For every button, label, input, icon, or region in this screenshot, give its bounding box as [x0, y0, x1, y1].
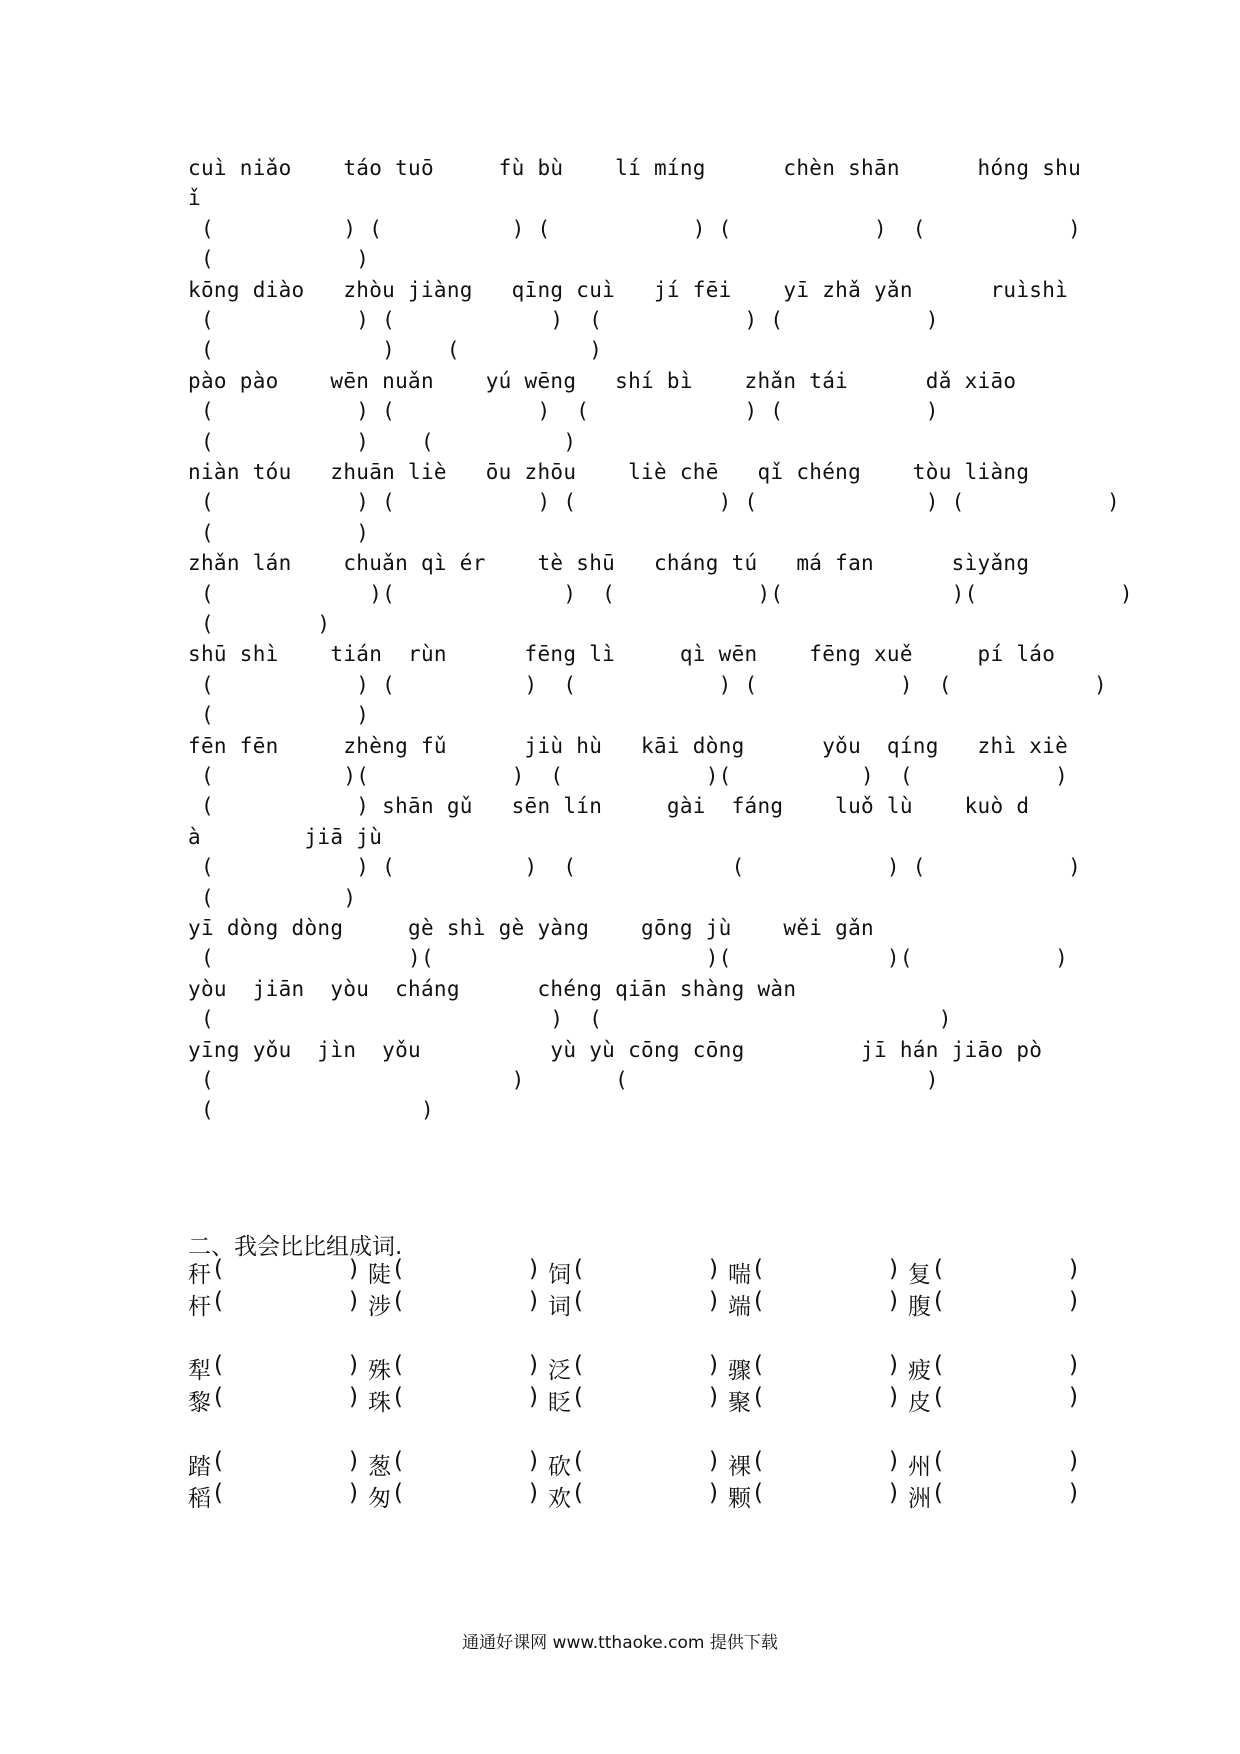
right-paren: )	[709, 1448, 718, 1474]
left-paren: (	[214, 1480, 223, 1506]
answer-blank-line[interactable]: ( ) shān gǔ sēn lín gài fáng luǒ lù kuò d	[188, 794, 1030, 819]
word-blank-cell[interactable]	[368, 1480, 538, 1512]
pinyin-line: yī dòng dòng gè shì gè yàng gōng jù wěi gǎn	[188, 916, 874, 940]
word-blank-cell[interactable]	[728, 1288, 898, 1320]
left-paren: (	[394, 1352, 403, 1378]
pinyin-line: cuì niǎo táo tuō fù bù lí míng chèn shān hóng shu	[188, 156, 1082, 180]
left-paren: (	[754, 1352, 763, 1378]
character: 砍	[548, 1454, 571, 1480]
right-paren: )	[529, 1448, 538, 1474]
left-paren: (	[394, 1448, 403, 1474]
left-paren: (	[934, 1288, 943, 1314]
character: 喘	[728, 1262, 751, 1288]
word-blank-cell[interactable]	[188, 1288, 358, 1320]
word-blank-cell[interactable]	[908, 1288, 1078, 1320]
left-paren: (	[754, 1256, 763, 1282]
left-paren: (	[934, 1256, 943, 1282]
left-paren: (	[754, 1384, 763, 1410]
answer-blank-line[interactable]: ( ) ( ) ( ) ( )	[188, 308, 939, 332]
answer-blank-line[interactable]: ( ) ( ) ( ) ( ) ( )	[188, 490, 1120, 515]
answer-blank-line[interactable]: ( ) ( )	[188, 1068, 939, 1092]
character: 秆	[188, 1262, 211, 1288]
character: 聚	[728, 1390, 751, 1416]
character: 骤	[728, 1358, 751, 1384]
left-paren: (	[574, 1288, 583, 1314]
word-blank-cell[interactable]	[188, 1352, 358, 1384]
word-blank-cell[interactable]	[728, 1256, 898, 1288]
section-heading: 二、我会比比组成词.	[188, 1234, 403, 1260]
word-blank-cell[interactable]	[548, 1480, 718, 1512]
character: 州	[908, 1454, 931, 1480]
right-paren: )	[889, 1256, 898, 1282]
answer-blank-line[interactable]: ( ) ( ) ( ) ( )	[188, 399, 939, 424]
answer-blank-line[interactable]: ( ) ( )	[188, 429, 577, 454]
character: 疲	[908, 1358, 931, 1384]
answer-blank-line[interactable]: ( ) ( ) ( ) ( ) ( )	[188, 216, 1082, 241]
right-paren: )	[709, 1352, 718, 1378]
character: 踏	[188, 1454, 211, 1480]
answer-blank-line[interactable]: ( )( ) ( )( )( )	[188, 581, 1133, 606]
word-blank-cell[interactable]	[368, 1256, 538, 1288]
right-paren: )	[349, 1288, 358, 1314]
right-paren: )	[349, 1384, 358, 1410]
right-paren: )	[1069, 1256, 1078, 1282]
right-paren: )	[1069, 1352, 1078, 1378]
word-blank-cell[interactable]	[728, 1448, 898, 1480]
word-blank-cell[interactable]	[368, 1352, 538, 1384]
right-paren: )	[1069, 1384, 1078, 1410]
right-paren: )	[889, 1352, 898, 1378]
answer-blank-line[interactable]: ( )( )( )( )	[188, 946, 1069, 971]
right-paren: )	[529, 1384, 538, 1410]
word-blank-cell[interactable]	[908, 1352, 1078, 1384]
left-paren: (	[754, 1288, 763, 1314]
left-paren: (	[214, 1352, 223, 1378]
answer-blank-line[interactable]: ( )	[188, 520, 370, 545]
character: 稻	[188, 1486, 211, 1512]
pinyin-line: yīng yǒu jìn yǒu yù yù cōng cōng jī hán jiāo pò	[188, 1037, 1043, 1062]
character: 杆	[188, 1294, 211, 1320]
pinyin-line: niàn tóu zhuān liè ōu zhōu liè chē qǐ chéng tòu liàng	[188, 460, 1030, 484]
left-paren: (	[394, 1480, 403, 1506]
word-blank-cell[interactable]	[728, 1352, 898, 1384]
word-blank-cell[interactable]	[548, 1288, 718, 1320]
character: 殊	[368, 1358, 391, 1384]
word-blank-cell[interactable]	[188, 1448, 358, 1480]
left-paren: (	[754, 1448, 763, 1474]
word-blank-cell[interactable]	[188, 1384, 358, 1416]
left-paren: (	[574, 1256, 583, 1282]
answer-blank-line[interactable]: ( )	[188, 247, 370, 272]
character: 腹	[908, 1294, 931, 1320]
right-paren: )	[889, 1448, 898, 1474]
answer-blank-line[interactable]: ( ) ( ) ( ( ) ( )	[188, 855, 1082, 880]
word-blank-cell[interactable]	[188, 1256, 358, 1288]
left-paren: (	[934, 1480, 943, 1506]
answer-blank-line[interactable]: ( )	[188, 1098, 434, 1123]
character: 洲	[908, 1486, 931, 1512]
right-paren: )	[709, 1480, 718, 1506]
right-paren: )	[889, 1480, 898, 1506]
answer-blank-line[interactable]: ( ) ( )	[188, 1007, 952, 1032]
word-blank-cell[interactable]	[188, 1480, 358, 1512]
left-paren: (	[574, 1448, 583, 1474]
right-paren: )	[529, 1256, 538, 1282]
left-paren: (	[394, 1256, 403, 1282]
character: 葱	[368, 1454, 391, 1480]
character: 犁	[188, 1358, 211, 1384]
character: 匆	[368, 1486, 391, 1512]
left-paren: (	[574, 1480, 583, 1506]
right-paren: )	[709, 1256, 718, 1282]
character: 涉	[368, 1294, 391, 1320]
right-paren: )	[529, 1288, 538, 1314]
character: 陡	[368, 1262, 391, 1288]
right-paren: )	[349, 1480, 358, 1506]
word-blank-cell[interactable]	[908, 1480, 1078, 1512]
character: 裸	[728, 1454, 751, 1480]
left-paren: (	[934, 1384, 943, 1410]
word-blank-cell[interactable]	[368, 1288, 538, 1320]
word-blank-cell[interactable]	[728, 1480, 898, 1512]
pinyin-line: ǐ	[188, 186, 201, 211]
word-blank-cell[interactable]	[908, 1448, 1078, 1480]
left-paren: (	[214, 1448, 223, 1474]
word-blank-cell[interactable]	[548, 1384, 718, 1416]
right-paren: )	[1069, 1288, 1078, 1314]
answer-blank-line[interactable]: ( )	[188, 885, 357, 910]
right-paren: )	[529, 1480, 538, 1506]
answer-blank-line[interactable]: ( )( ) ( )( ) ( )	[188, 764, 1069, 788]
word-blank-cell[interactable]	[368, 1384, 538, 1416]
character: 颗	[728, 1486, 751, 1512]
character: 泛	[548, 1358, 571, 1384]
pinyin-line: à jiā jù	[188, 824, 383, 849]
character: 黎	[188, 1390, 211, 1416]
left-paren: (	[214, 1256, 223, 1282]
right-paren: )	[349, 1256, 358, 1282]
left-paren: (	[934, 1448, 943, 1474]
character: 词	[548, 1294, 571, 1320]
character: 欢	[548, 1486, 571, 1512]
left-paren: (	[574, 1384, 583, 1410]
right-paren: )	[529, 1352, 538, 1378]
answer-blank-line[interactable]: ( ) ( ) ( ) ( ) ( )	[188, 672, 1107, 697]
pinyin-line: shū shì tián rùn fēng lì qì wēn fēng xuě pí láo	[188, 642, 1056, 667]
character: 饲	[548, 1262, 571, 1288]
left-paren: (	[754, 1480, 763, 1506]
pinyin-line: pào pào wēn nuǎn yú wēng shí bì zhǎn tái dǎ xiāo	[188, 368, 1017, 393]
word-blank-cell[interactable]	[548, 1448, 718, 1480]
pinyin-line: kōng diào zhòu jiàng qīng cuì jí fēi yī zhǎ yǎn ruìshì	[188, 277, 1069, 302]
pinyin-line: fēn fēn zhèng fǔ jiù hù kāi dòng yǒu qíng zhì xiè	[188, 733, 1069, 758]
pinyin-line: yòu jiān yòu cháng chéng qiān shàng wàn	[188, 976, 797, 1001]
word-blank-cell[interactable]	[908, 1384, 1078, 1416]
right-paren: )	[889, 1384, 898, 1410]
right-paren: )	[709, 1288, 718, 1314]
answer-blank-line[interactable]: ( )	[188, 612, 331, 636]
left-paren: (	[214, 1384, 223, 1410]
answer-blank-line[interactable]: ( ) ( )	[188, 338, 603, 363]
word-blank-cell[interactable]	[368, 1448, 538, 1480]
left-paren: (	[394, 1288, 403, 1314]
character: 复	[908, 1262, 931, 1288]
pinyin-line: zhǎn lán chuǎn qì ér tè shū cháng tú má fan sìyǎng	[188, 551, 1030, 576]
right-paren: )	[1069, 1448, 1078, 1474]
character: 眨	[548, 1390, 571, 1416]
word-blank-cell[interactable]	[548, 1256, 718, 1288]
right-paren: )	[889, 1288, 898, 1314]
right-paren: )	[1069, 1480, 1078, 1506]
character: 端	[728, 1294, 751, 1320]
right-paren: )	[349, 1448, 358, 1474]
left-paren: (	[214, 1288, 223, 1314]
right-paren: )	[349, 1352, 358, 1378]
word-blank-cell[interactable]	[548, 1352, 718, 1384]
right-paren: )	[709, 1384, 718, 1410]
left-paren: (	[574, 1352, 583, 1378]
footer-credit: 通通好课网 www.tthaoke.com 提供下载	[462, 1633, 778, 1653]
left-paren: (	[394, 1384, 403, 1410]
word-blank-cell[interactable]	[908, 1256, 1078, 1288]
character: 珠	[368, 1390, 391, 1416]
answer-blank-line[interactable]: ( )	[188, 703, 370, 728]
left-paren: (	[934, 1352, 943, 1378]
word-blank-cell[interactable]	[728, 1384, 898, 1416]
character: 皮	[908, 1390, 931, 1416]
